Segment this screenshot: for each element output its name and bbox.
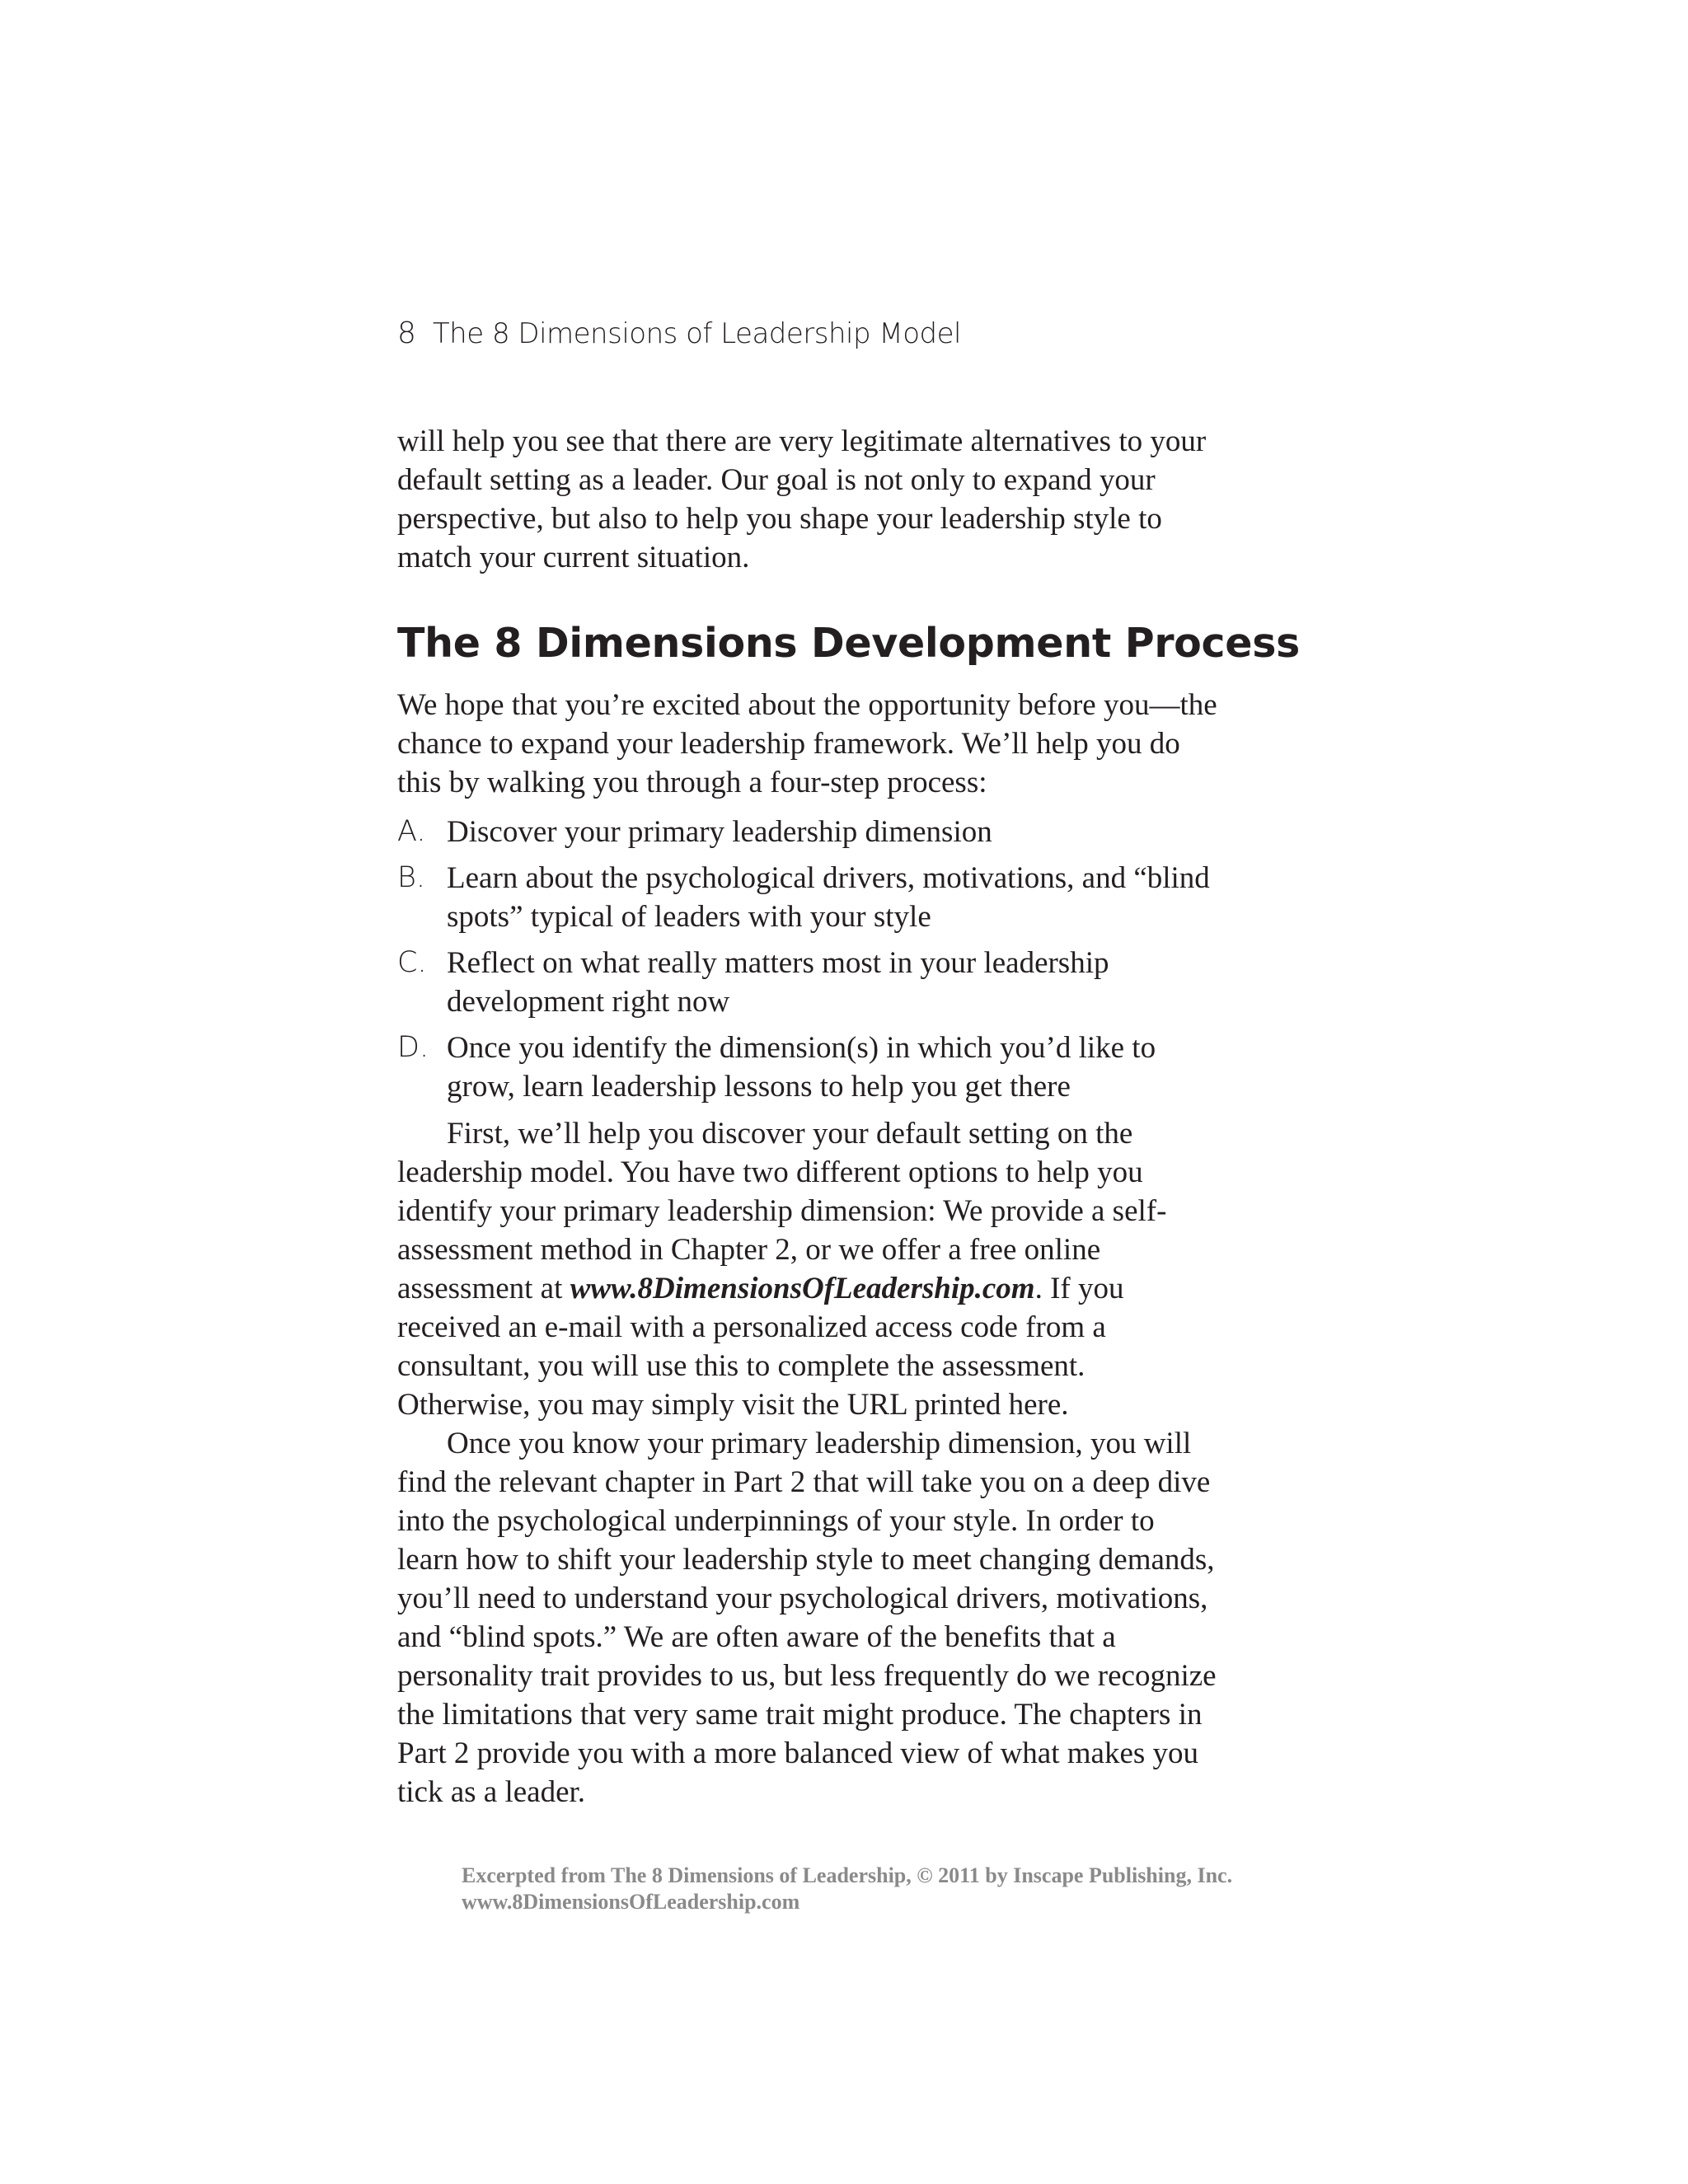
footer-url[interactable]: www.8DimensionsOfLeadership.com [462,1890,800,1914]
discover-paragraph [397,1114,1221,1424]
section-heading: The 8 Dimensions Development Process [397,620,1300,667]
discover-text-before-url: First, we’ll help you discover your default setting on the leadership model. You have two different options to help you identify your primary leadership dimension: We provide a self-assessment method in Chapter 2, or we offer a free online assessment at [397,1117,1167,1305]
excerpt-line: Excerpted from The 8 Dimensions of Leadership, © 2011 by Inscape Publishing, Inc. [462,1863,1233,1887]
step-item [397,1029,1221,1106]
step-text: Discover your primary leadership dimension [447,815,992,849]
lead-paragraph [397,686,1221,802]
assessment-url[interactable]: www.8DimensionsOfLeadership.com [570,1272,1035,1305]
step-item [397,813,1221,851]
intro-paragraph [397,422,1221,577]
step-list [397,813,1221,1113]
dimension-paragraph-text: Once you know your primary leadership dimension, you will find the relevant chapter in Part 2 that will take you on a deep dive into the psychological underpinnings of your style. In order to learn how to shift your leadership style to meet changing demands, you’ll need to understand your psychological drivers, motivations, and “blind spots.” We are often aware of the benefits that a personality trait provides to us, but less frequently do we recognize the limitations that very same trait might produce. The chapters in Part 2 provide you with a more balanced view of what makes you tick as a leader. [397,1427,1217,1809]
intro-paragraph-text: will help you see that there are very legitimate alternatives to your default setting as a leader. Our goal is not only to expand your perspective, but also to help you shape your leadership style to match your current situation. [397,424,1207,574]
lead-paragraph-text: We hope that you’re excited about the opportunity before you—the chance to expand your leadership framework. We’ll help you do this by walking you through a four-step process: [397,688,1217,799]
step-text: Learn about the psychological drivers, motivations, and “blind spots” typical of leaders with your style [447,861,1210,934]
excerpt-footer [462,1863,1232,1915]
discover-paragraph-text [397,1114,1221,1424]
running-head [397,316,961,350]
step-letter: C. [397,946,427,979]
step-item [397,944,1221,1021]
dimension-paragraph [397,1424,1221,1811]
running-head-title: The 8 Dimensions of Leadership Model [432,317,961,350]
step-item [397,859,1221,936]
discover-text-after-url: . If you received an e-mail with a personalized access code from a consultant, you will use this to complete the assessment. Otherwise, you may simply visit the URL printed here. [397,1272,1124,1422]
page-number: 8 [397,316,416,350]
step-text: Reflect on what really matters most in your leadership development right now [447,946,1109,1019]
step-letter: B. [397,861,426,894]
step-text: Once you identify the dimension(s) in which you’d like to grow, learn leadership lessons to help you get there [447,1031,1156,1104]
step-letter: A. [397,815,426,848]
step-letter: D. [397,1031,429,1064]
